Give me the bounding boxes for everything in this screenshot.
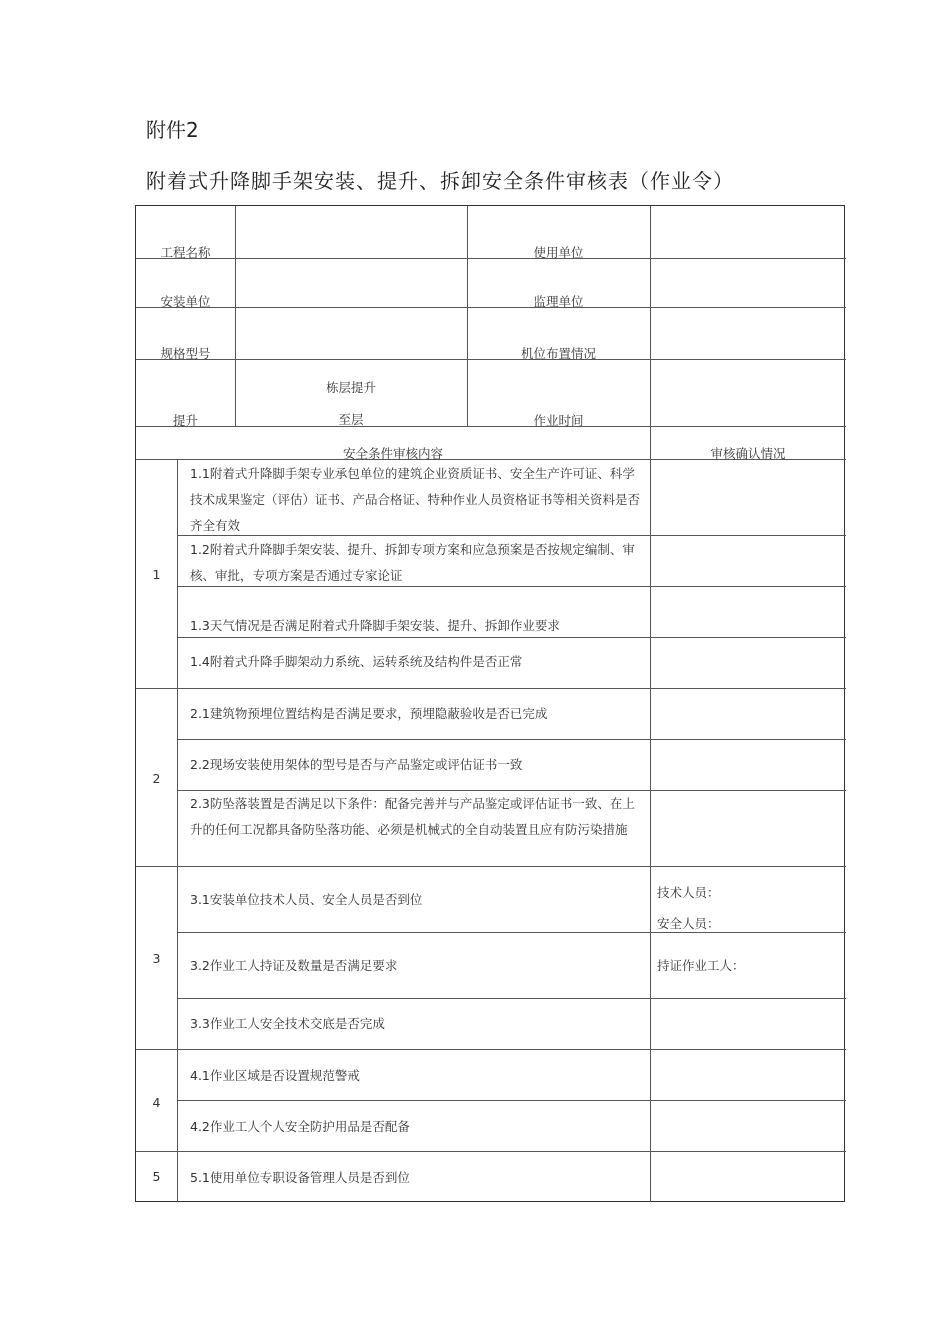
check-item: 1.1附着式升降脚手架专业承包单位的建筑企业资质证书、安全生产许可证、科学技术成果鉴定（评估）证书、产品合格证、特种作业人员资格证书等相关资料是否齐全有效 (190, 466, 641, 533)
label-lift: 提升 (172, 413, 198, 428)
confirm-header: 审核确认情况 (710, 446, 786, 461)
section-number: 4 (152, 1095, 161, 1110)
row-divider (177, 1100, 846, 1101)
check-item: 3.3作业工人安全技术交底是否完成 (190, 1016, 385, 1031)
label-model: 规格型号 (160, 346, 211, 361)
check-item: 2.2现场安装使用架体的型号是否与产品鉴定或评估证书一致 (190, 757, 523, 772)
row-divider (177, 998, 846, 999)
label-supervision-unit: 监理单位 (533, 294, 584, 309)
confirm-technician: 技术人员： (657, 885, 720, 900)
section-number: 2 (152, 771, 161, 786)
confirm-safety-officer: 安全人员： (657, 916, 720, 931)
label-layout: 机位布置情况 (520, 346, 596, 361)
label-floor-lift: 栋层提升 (325, 380, 376, 395)
section-number: 5 (152, 1169, 161, 1184)
check-item: 1.3天气情况是否满足附着式升降脚手架安装、提升、拆卸作业要求 (190, 618, 560, 633)
section-number: 3 (152, 951, 161, 966)
col-divider (467, 206, 468, 426)
section-number: 1 (152, 567, 161, 582)
check-item: 5.1使用单位专职设备管理人员是否到位 (190, 1170, 410, 1185)
col-divider (177, 459, 178, 1202)
check-item: 2.1建筑物预埋位置结构是否满足要求，预埋隐蔽验收是否已完成 (190, 706, 548, 721)
row-divider (136, 1049, 846, 1050)
label-install-unit: 安装单位 (160, 294, 211, 309)
confirm-certified-workers: 持证作业工人： (657, 958, 745, 973)
label-user-unit: 使用单位 (533, 245, 584, 260)
check-item: 1.2附着式升降脚手架安装、提升、拆卸专项方案和应急预案是否按规定编制、审核、审批，专项方案是否通过专家论证 (190, 542, 635, 583)
check-item: 4.2作业工人个人安全防护用品是否配备 (190, 1119, 410, 1134)
label-work-time: 作业时间 (533, 413, 584, 428)
attachment-label: 附件2 (146, 118, 199, 142)
check-item: 4.1作业区域是否设置规范警戒 (190, 1068, 360, 1083)
check-item: 1.4附着式升降手脚架动力系统、运转系统及结构件是否正常 (190, 654, 523, 669)
form-title: 附着式升降脚手架安装、提升、拆卸安全条件审核表（作业令） (146, 169, 734, 193)
label-project-name: 工程名称 (160, 245, 211, 260)
check-item: 3.2作业工人持证及数量是否满足要求 (190, 958, 398, 973)
col-divider (650, 206, 651, 1202)
label-to-floor: 至层 (338, 412, 364, 427)
row-divider (136, 1151, 846, 1152)
row-divider (136, 866, 846, 867)
check-item: 2.3防坠落装置是否满足以下条件：配备完善并与产品鉴定或评估证书一致、在上升的任何工况都具备防坠落功能、必须是机械式的全自动装置且应有防污染措施 (190, 796, 635, 837)
content-header: 安全条件审核内容 (342, 446, 443, 461)
row-divider (136, 688, 846, 689)
review-table (135, 205, 845, 1202)
check-item: 3.1安装单位技术人员、安全人员是否到位 (190, 892, 423, 907)
row-divider (177, 739, 846, 740)
